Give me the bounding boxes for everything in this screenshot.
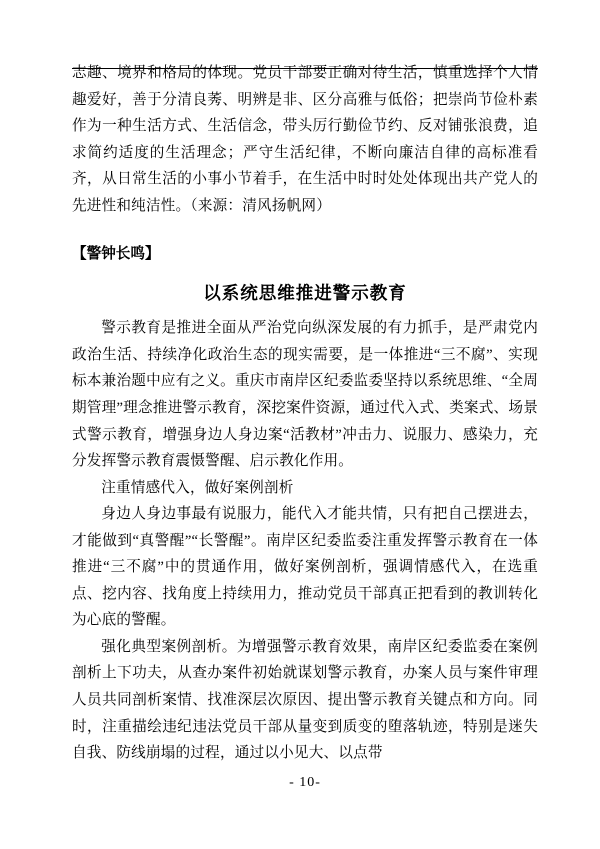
continued-paragraph: 志趣、境界和格局的体现。党员干部要正确对待生活，慎重选择个人情趣爱好，善于分清良莠、明辨是非、区分高雅与低俗；把崇尚节俭朴素作为一种生活方式、生活信念，带头厉行勤俭节约、反对铺张浪费，追求简约适度的生活理念；严守生活纪律，不断向廉洁自律的高标准看齐，从日常生活的小事小节着手，在生活中时时处处体现出共产党人的先进性和纯洁性。（来源：清风扬帆网）: [72, 65, 538, 214]
body-paragraph-2: 身边人身边事最有说服力，能代入才能共情，只有把自己摆进去，才能做到“真警醒”“长警醒”。南岸区纪委监委注重发挥警示教育在一体推进“三不腐”中的贯通作用，做好案例剖析，强调情感代入，在选重点、挖内容、找角度上持续用力，推动党员干部真正把看到的教训转化为心底的警醒。: [72, 506, 538, 629]
article-title: 以系统思维推进警示教育: [203, 282, 407, 303]
body-paragraph-1: 警示教育是推进全面从严治党向纵深发展的有力抓手，是严肃党内政治生活、持续净化政治生态的现实需要，是一体推进“三不腐”、实现标本兼治题中应有之义。重庆市南岸区纪委监委坚持以系统思维、“全周期管理”理念推进警示教育，深挖案件资源，通过代入式、类案式、场景式警示教育，增强身边人身边案“活教材”冲击力、说服力、感染力，充分发挥警示教育震慑警醒、启示教化作用。: [72, 320, 538, 470]
page-content: [72, 60, 538, 809]
spacer: [72, 219, 538, 225]
body-subheading-1: 注重情感代入，做好案例剖析: [101, 479, 294, 496]
page-number: - 10-: [289, 775, 321, 790]
section-label: 【警钟长鸣】: [72, 246, 160, 263]
body-paragraph-3: 强化典型案例剖析。为增强警示教育效果，南岸区纪委监委在案例剖析上下功夫，从查办案件初始就谋划警示教育，办案人员与案件审理人员共同剖析案情、找准深层次原因、提出警示教育关键点和方向。同时，注重描绘违纪违法党员干部从量变到质变的堕落轨迹，特别是迷失自我、防线崩塌的过程，通过以小见大、以点带: [72, 638, 538, 762]
